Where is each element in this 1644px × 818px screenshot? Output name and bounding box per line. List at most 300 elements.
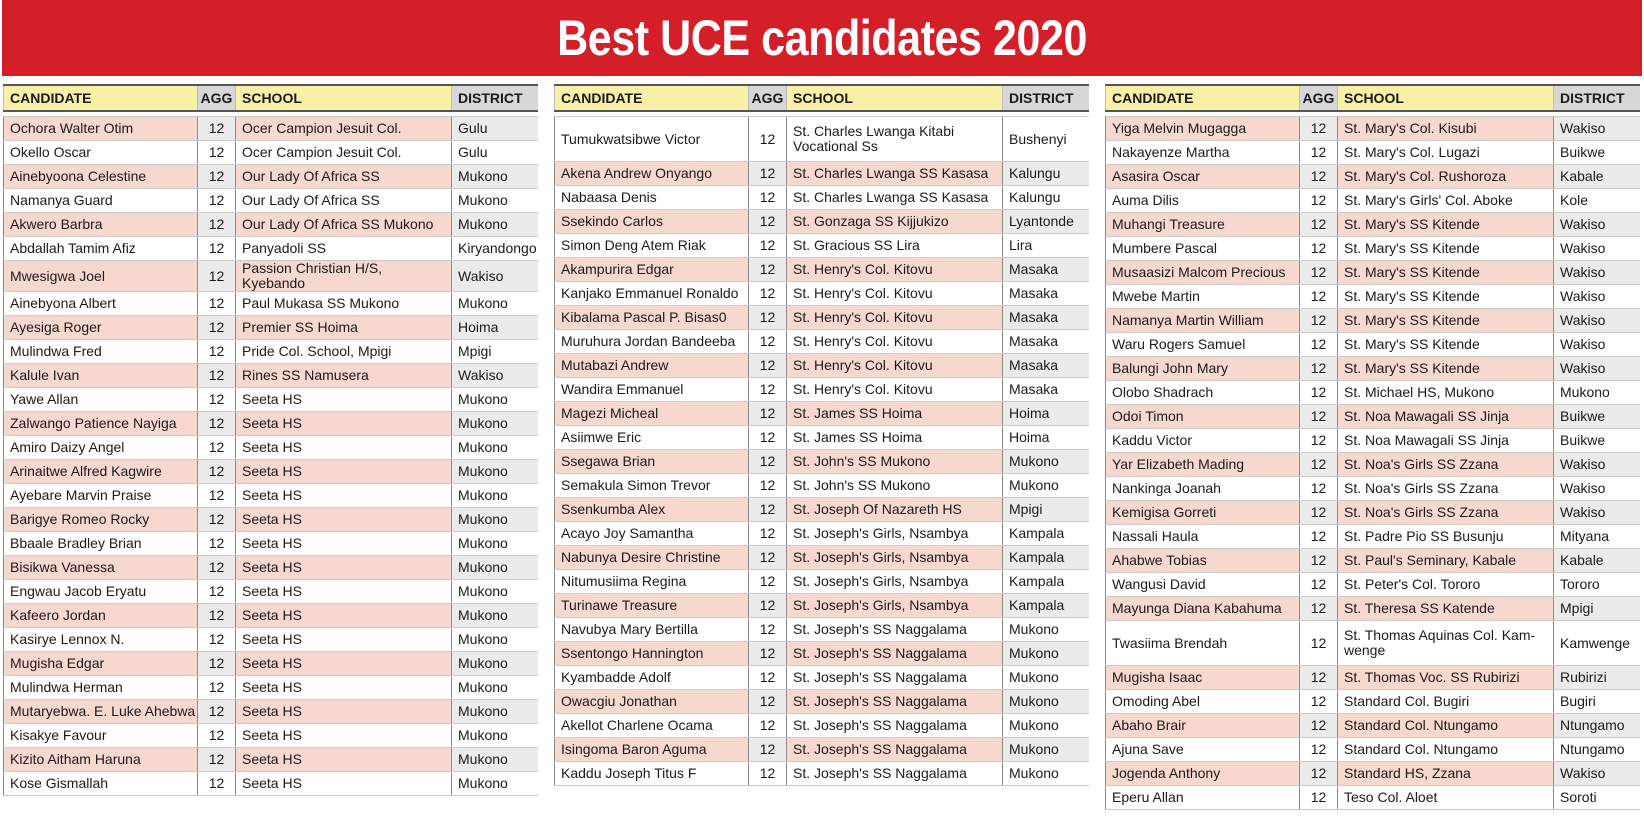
district-cell: Lira [1003, 234, 1090, 258]
candidate-header: CANDIDATE [555, 85, 749, 111]
agg-cell: 12 [198, 412, 236, 436]
school-cell: Teso Col. Aloet [1338, 786, 1554, 810]
table-row [1106, 189, 1641, 213]
district-cell: Mukono [452, 604, 539, 628]
table-row [4, 412, 539, 436]
candidate-cell: Musaasizi Malcom Precious [1106, 261, 1300, 285]
candidate-cell: Amiro Daizy Angel [4, 436, 198, 460]
school-cell: Our Lady Of Africa SS [236, 189, 452, 213]
district-cell: Mukono [1003, 738, 1090, 762]
candidate-cell: Balungi John Mary [1106, 357, 1300, 381]
school-cell: Seeta HS [236, 556, 452, 580]
district-cell: Mukono [452, 700, 539, 724]
district-header: DISTRICT [452, 85, 539, 111]
agg-cell: 12 [1300, 597, 1338, 621]
candidate-cell: Barigye Romeo Rocky [4, 508, 198, 532]
agg-cell: 12 [749, 546, 787, 570]
table-row [1106, 381, 1641, 405]
school-cell: St. Joseph's SS Naggalama [787, 666, 1003, 690]
district-cell: Mukono [452, 580, 539, 604]
candidate-cell: Ssekindo Carlos [555, 210, 749, 234]
school-cell: Premier SS Hoima [236, 316, 452, 340]
agg-cell: 12 [198, 484, 236, 508]
agg-cell: 12 [1300, 525, 1338, 549]
page-title: Best UCE candidates 2020 [557, 10, 1087, 66]
agg-cell: 12 [198, 316, 236, 340]
candidate-cell: Yar Elizabeth Mading [1106, 453, 1300, 477]
candidate-cell: Isingoma Baron Aguma [555, 738, 749, 762]
school-cell: Rines SS Namusera [236, 364, 452, 388]
table-row [1106, 285, 1641, 309]
candidate-cell: Semakula Simon Trevor [555, 474, 749, 498]
school-cell: St. Mary's Col. Lugazi [1338, 141, 1554, 165]
table-row [555, 762, 1090, 786]
table-row [4, 436, 539, 460]
candidate-cell: Ssenkumba Alex [555, 498, 749, 522]
district-cell: Mukono [452, 556, 539, 580]
table-row [1106, 405, 1641, 429]
agg-cell: 12 [1300, 573, 1338, 597]
district-header: DISTRICT [1003, 85, 1090, 111]
table-row [555, 642, 1090, 666]
district-cell: Kole [1554, 189, 1641, 213]
table-row [1106, 429, 1641, 453]
school-cell: St. Gracious SS Lira [787, 234, 1003, 258]
district-cell: Mukono [452, 532, 539, 556]
school-cell: St. Joseph's Girls, Nsambya [787, 570, 1003, 594]
table-row [4, 364, 539, 388]
school-cell: Seeta HS [236, 508, 452, 532]
agg-cell: 12 [198, 292, 236, 316]
school-cell: Seeta HS [236, 748, 452, 772]
school-cell: St. Joseph's SS Naggalama [787, 618, 1003, 642]
candidate-cell: Kisakye Favour [4, 724, 198, 748]
table-row [4, 652, 539, 676]
candidate-cell: Nankinga Joanah [1106, 477, 1300, 501]
school-cell: Seeta HS [236, 580, 452, 604]
table-row [1106, 141, 1641, 165]
agg-cell: 12 [198, 700, 236, 724]
agg-cell: 12 [749, 642, 787, 666]
district-cell: Mukono [1003, 690, 1090, 714]
candidate-cell: Mulindwa Fred [4, 340, 198, 364]
candidate-cell: Nakayenze Martha [1106, 141, 1300, 165]
school-cell: St. Mary's SS Kitende [1338, 237, 1554, 261]
district-cell: Bushenyi [1003, 117, 1090, 162]
table-row [1106, 714, 1641, 738]
school-cell: Seeta HS [236, 388, 452, 412]
candidate-cell: Nitumusiima Regina [555, 570, 749, 594]
school-cell: St. Henry's Col. Kitovu [787, 306, 1003, 330]
school-cell: St. Joseph's Girls, Nsambya [787, 546, 1003, 570]
district-cell: Tororo [1554, 573, 1641, 597]
candidate-cell: Acayo Joy Samantha [555, 522, 749, 546]
title-banner [2, 0, 1642, 76]
table-row [1106, 333, 1641, 357]
district-cell: Mukono [1554, 381, 1641, 405]
table-row [1106, 501, 1641, 525]
candidate-cell: Bbaale Bradley Brian [4, 532, 198, 556]
candidate-cell: Omoding Abel [1106, 690, 1300, 714]
district-cell: Mukono [452, 772, 539, 796]
agg-cell: 12 [198, 141, 236, 165]
school-cell: St. Henry's Col. Kitovu [787, 258, 1003, 282]
district-cell: Wakiso [452, 364, 539, 388]
agg-cell: 12 [749, 738, 787, 762]
school-cell: St. Michael HS, Mukono [1338, 381, 1554, 405]
candidate-cell: Engwau Jacob Eryatu [4, 580, 198, 604]
candidate-cell: Jogenda Anthony [1106, 762, 1300, 786]
candidate-cell: Kaddu Joseph Titus F [555, 762, 749, 786]
district-cell: Gulu [452, 117, 539, 141]
district-cell: Wakiso [1554, 501, 1641, 525]
agg-header: AGG [1300, 85, 1338, 111]
table-row [1106, 621, 1641, 666]
school-cell: St. Joseph's SS Naggalama [787, 714, 1003, 738]
school-cell: Seeta HS [236, 604, 452, 628]
agg-cell: 12 [749, 330, 787, 354]
agg-cell: 12 [1300, 285, 1338, 309]
agg-cell: 12 [198, 556, 236, 580]
agg-cell: 12 [1300, 165, 1338, 189]
candidate-cell: Mutaryebwa. E. Luke Ahebwa [4, 700, 198, 724]
district-cell: Kampala [1003, 570, 1090, 594]
table-row [4, 261, 539, 292]
agg-cell: 12 [1300, 357, 1338, 381]
candidate-cell: Simon Deng Atem Riak [555, 234, 749, 258]
school-cell: St. Noa Mawagali SS Jinja [1338, 405, 1554, 429]
district-cell: Kiryandongo [452, 237, 539, 261]
candidate-cell: Namanya Martin William [1106, 309, 1300, 333]
table-row [1106, 738, 1641, 762]
school-header: SCHOOL [236, 85, 452, 111]
district-cell: Hoima [452, 316, 539, 340]
candidate-cell: Ssentongo Hannington [555, 642, 749, 666]
school-cell: St. Noa's Girls SS Zzana [1338, 453, 1554, 477]
candidate-cell: Yiga Melvin Mugagga [1106, 117, 1300, 141]
candidate-cell: Kanjako Emmanuel Ronaldo [555, 282, 749, 306]
district-cell: Mukono [452, 484, 539, 508]
table-row [555, 378, 1090, 402]
school-header: SCHOOL [1338, 85, 1554, 111]
school-cell: St. Mary's SS Kitende [1338, 309, 1554, 333]
district-cell: Rubirizi [1554, 666, 1641, 690]
agg-cell: 12 [198, 117, 236, 141]
results-table-3 [1105, 84, 1640, 818]
school-cell: Ocer Campion Jesuit Col. [236, 141, 452, 165]
school-cell: Paul Mukasa SS Mukono [236, 292, 452, 316]
table-row [555, 330, 1090, 354]
table-row [1106, 690, 1641, 714]
table-row [4, 556, 539, 580]
district-cell: Wakiso [1554, 213, 1641, 237]
school-cell: Seeta HS [236, 460, 452, 484]
school-cell: Seeta HS [236, 676, 452, 700]
table-row [1106, 762, 1641, 786]
candidate-cell: Zalwango Patience Nayiga [4, 412, 198, 436]
agg-cell: 12 [1300, 621, 1338, 666]
district-cell: Masaka [1003, 282, 1090, 306]
district-cell: Wakiso [1554, 261, 1641, 285]
school-cell: St. Mary's Col. Rushoroza [1338, 165, 1554, 189]
agg-cell: 12 [1300, 690, 1338, 714]
candidate-cell: Mwesigwa Joel [4, 261, 198, 292]
school-cell: St. John's SS Mukono [787, 474, 1003, 498]
district-cell: Masaka [1003, 330, 1090, 354]
district-cell: Kamwenge [1554, 621, 1641, 666]
candidate-cell: Kemigisa Gorreti [1106, 501, 1300, 525]
district-cell: Mukono [1003, 666, 1090, 690]
agg-cell: 12 [749, 402, 787, 426]
school-cell: St. Henry's Col. Kitovu [787, 354, 1003, 378]
agg-cell: 12 [1300, 762, 1338, 786]
table-row [1106, 525, 1641, 549]
school-cell: St. Padre Pio SS Busunju [1338, 525, 1554, 549]
agg-cell: 12 [198, 436, 236, 460]
agg-cell: 12 [749, 426, 787, 450]
agg-cell: 12 [1300, 666, 1338, 690]
district-cell: Kampala [1003, 522, 1090, 546]
district-cell: Mukono [452, 165, 539, 189]
agg-cell: 12 [1300, 213, 1338, 237]
table-row [555, 714, 1090, 738]
school-cell: St. Mary's SS Kitende [1338, 213, 1554, 237]
table-row [555, 666, 1090, 690]
agg-cell: 12 [1300, 261, 1338, 285]
agg-cell: 12 [198, 508, 236, 532]
district-cell: Mukono [1003, 474, 1090, 498]
results-table-1 [3, 84, 538, 818]
table-header-row [1106, 85, 1641, 111]
school-cell: Ocer Campion Jesuit Col. [236, 117, 452, 141]
agg-cell: 12 [198, 628, 236, 652]
table-row [4, 460, 539, 484]
district-cell: Bugiri [1554, 690, 1641, 714]
school-cell: St. Henry's Col. Kitovu [787, 282, 1003, 306]
candidate-cell: Auma Dilis [1106, 189, 1300, 213]
table-header-row [4, 85, 539, 111]
table-row [555, 570, 1090, 594]
candidate-cell: Ayesiga Roger [4, 316, 198, 340]
results-table-2 [554, 84, 1089, 818]
table-row [4, 724, 539, 748]
agg-cell: 12 [1300, 405, 1338, 429]
school-cell: St. Joseph's SS Naggalama [787, 642, 1003, 666]
school-cell: St. Joseph Of Nazareth HS [787, 498, 1003, 522]
table-row [1106, 357, 1641, 381]
table-row [1106, 666, 1641, 690]
agg-cell: 12 [1300, 429, 1338, 453]
candidate-cell: Nabunya Desire Christine [555, 546, 749, 570]
district-cell: Kalungu [1003, 162, 1090, 186]
table-row [555, 234, 1090, 258]
candidate-cell: Mwebe Martin [1106, 285, 1300, 309]
district-cell: Wakiso [1554, 309, 1641, 333]
candidate-cell: Mugisha Isaac [1106, 666, 1300, 690]
table-row [1106, 453, 1641, 477]
agg-cell: 12 [749, 474, 787, 498]
agg-cell: 12 [749, 618, 787, 642]
table-row [555, 117, 1090, 162]
table-row [1106, 309, 1641, 333]
candidate-header: CANDIDATE [4, 85, 198, 111]
school-cell: Passion Christian H/S, Kyebando [236, 261, 452, 292]
agg-header: AGG [198, 85, 236, 111]
agg-cell: 12 [198, 340, 236, 364]
table-row [4, 237, 539, 261]
agg-cell: 12 [1300, 714, 1338, 738]
candidate-cell: Mugisha Edgar [4, 652, 198, 676]
school-cell: Seeta HS [236, 724, 452, 748]
candidate-cell: Twasiima Brendah [1106, 621, 1300, 666]
agg-cell: 12 [749, 762, 787, 786]
school-cell: Standard HS, Zzana [1338, 762, 1554, 786]
school-cell: St. Joseph's SS Naggalama [787, 690, 1003, 714]
table-row [1106, 213, 1641, 237]
school-cell: Pride Col. School, Mpigi [236, 340, 452, 364]
district-cell: Masaka [1003, 378, 1090, 402]
agg-cell: 12 [749, 210, 787, 234]
district-cell: Mpigi [452, 340, 539, 364]
agg-cell: 12 [749, 117, 787, 162]
table-row [4, 484, 539, 508]
agg-cell: 12 [1300, 237, 1338, 261]
school-cell: St. James SS Hoima [787, 426, 1003, 450]
district-cell: Wakiso [1554, 357, 1641, 381]
agg-cell: 12 [749, 354, 787, 378]
table-row [4, 388, 539, 412]
school-cell: St. Mary's SS Kitende [1338, 261, 1554, 285]
agg-cell: 12 [1300, 117, 1338, 141]
agg-cell: 12 [198, 364, 236, 388]
agg-cell: 12 [198, 213, 236, 237]
school-cell: Seeta HS [236, 412, 452, 436]
candidate-cell: Wangusi David [1106, 573, 1300, 597]
candidate-cell: Kalule Ivan [4, 364, 198, 388]
district-cell: Mukono [452, 724, 539, 748]
agg-cell: 12 [749, 378, 787, 402]
school-cell: Seeta HS [236, 772, 452, 796]
district-cell: Hoima [1003, 402, 1090, 426]
district-cell: Mukono [1003, 642, 1090, 666]
candidate-cell: Akwero Barbra [4, 213, 198, 237]
agg-cell: 12 [749, 450, 787, 474]
table-row [555, 282, 1090, 306]
candidate-cell: Nabaasa Denis [555, 186, 749, 210]
candidate-cell: Ajuna Save [1106, 738, 1300, 762]
school-cell: Seeta HS [236, 484, 452, 508]
table-row [1106, 237, 1641, 261]
district-cell: Wakiso [1554, 237, 1641, 261]
agg-cell: 12 [749, 234, 787, 258]
agg-cell: 12 [198, 261, 236, 292]
agg-cell: 12 [198, 676, 236, 700]
district-cell: Lyantonde [1003, 210, 1090, 234]
district-cell: Kabale [1554, 165, 1641, 189]
candidate-cell: Namanya Guard [4, 189, 198, 213]
candidate-cell: Magezi Micheal [555, 402, 749, 426]
school-cell: St. John's SS Mukono [787, 450, 1003, 474]
agg-cell: 12 [749, 282, 787, 306]
candidate-cell: Kyambadde Adolf [555, 666, 749, 690]
district-cell: Mukono [452, 189, 539, 213]
school-cell: St. Thomas Voc. SS Rubirizi [1338, 666, 1554, 690]
school-cell: St. Mary's Girls' Col. Aboke [1338, 189, 1554, 213]
agg-cell: 12 [749, 186, 787, 210]
school-cell: St. Joseph's SS Naggalama [787, 762, 1003, 786]
table-row [4, 676, 539, 700]
agg-cell: 12 [749, 666, 787, 690]
school-cell: St. Gonzaga SS Kijjukizo [787, 210, 1003, 234]
district-cell: Mukono [452, 676, 539, 700]
school-cell: St. Charles Lwanga Kitabi Vocational Ss [787, 117, 1003, 162]
candidate-cell: Arinaitwe Alfred Kagwire [4, 460, 198, 484]
agg-cell: 12 [1300, 477, 1338, 501]
district-cell: Mukono [1003, 618, 1090, 642]
school-cell: Seeta HS [236, 436, 452, 460]
candidate-cell: Ochora Walter Otim [4, 117, 198, 141]
table-row [555, 474, 1090, 498]
district-cell: Mukono [452, 508, 539, 532]
table-row [555, 498, 1090, 522]
agg-cell: 12 [198, 237, 236, 261]
school-cell: St. Mary's SS Kitende [1338, 357, 1554, 381]
table-row [1106, 549, 1641, 573]
table-row [1106, 117, 1641, 141]
candidate-cell: Kibalama Pascal P. Bisas0 [555, 306, 749, 330]
table-row [1106, 477, 1641, 501]
table-row [4, 141, 539, 165]
district-cell: Wakiso [1554, 333, 1641, 357]
candidate-cell: Kaddu Victor [1106, 429, 1300, 453]
candidate-cell: Mayunga Diana Kabahuma [1106, 597, 1300, 621]
table-row [4, 117, 539, 141]
school-cell: St. Mary's SS Kitende [1338, 285, 1554, 309]
candidate-cell: Abdallah Tamim Afiz [4, 237, 198, 261]
candidate-cell: Nassali Haula [1106, 525, 1300, 549]
agg-header: AGG [749, 85, 787, 111]
district-cell: Mityana [1554, 525, 1641, 549]
table-row [555, 690, 1090, 714]
district-cell: Mukono [452, 292, 539, 316]
agg-cell: 12 [198, 604, 236, 628]
table-row [4, 189, 539, 213]
district-cell: Wakiso [1554, 762, 1641, 786]
district-cell: Mpigi [1003, 498, 1090, 522]
table-row [1106, 165, 1641, 189]
table-row [555, 450, 1090, 474]
table-row [555, 402, 1090, 426]
school-cell: St. Noa's Girls SS Zzana [1338, 501, 1554, 525]
candidate-cell: Yawe Allan [4, 388, 198, 412]
school-cell: St. Joseph's SS Naggalama [787, 738, 1003, 762]
district-cell: Mukono [452, 628, 539, 652]
agg-cell: 12 [1300, 333, 1338, 357]
table-row [4, 628, 539, 652]
agg-cell: 12 [749, 570, 787, 594]
school-cell: Seeta HS [236, 652, 452, 676]
candidate-cell: Wandira Emmanuel [555, 378, 749, 402]
candidate-header: CANDIDATE [1106, 85, 1300, 111]
agg-cell: 12 [749, 306, 787, 330]
school-cell: St. Theresa SS Katende [1338, 597, 1554, 621]
table-row [555, 738, 1090, 762]
candidate-cell: Olobo Shadrach [1106, 381, 1300, 405]
candidate-cell: Kasirye Lennox N. [4, 628, 198, 652]
district-cell: Wakiso [1554, 453, 1641, 477]
school-cell: Standard Col. Bugiri [1338, 690, 1554, 714]
table-row [4, 340, 539, 364]
